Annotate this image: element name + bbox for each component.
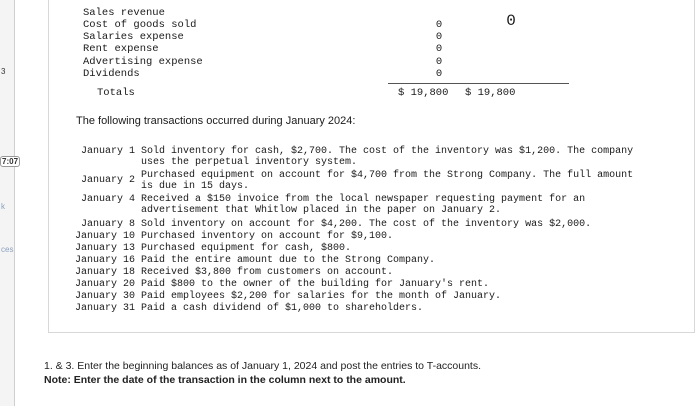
account-label: Advertising expense <box>83 56 203 68</box>
debit-value: 0 <box>435 31 443 43</box>
sidebar-mark[interactable]: ces <box>1 245 14 254</box>
sidebar-mark[interactable]: 3 <box>1 67 6 76</box>
account-label: Sales revenue <box>83 7 165 19</box>
transaction-text: Sold inventory on account for $4,200. The cost of the inventory was $2,000. <box>141 219 592 230</box>
totals-credit: $ 19,800 <box>465 87 516 99</box>
transaction-date: January 16 <box>74 255 135 266</box>
transaction-text: Received $3,800 from customers on account. <box>141 267 394 278</box>
tb-row <box>49 31 694 43</box>
left-sidebar <box>0 0 19 406</box>
debit-value: 0 <box>435 56 443 68</box>
transaction-text: Received a $150 invoice from the local newspaper requesting payment for an advertisement that Whitlow placed in the paper on January 2. <box>141 194 586 216</box>
transaction-date: January 10 <box>74 231 135 242</box>
tb-row <box>49 56 694 68</box>
tb-row <box>49 19 694 31</box>
debit-value: 0 <box>435 68 443 80</box>
transaction-text: Paid the entire amount due to the Strong Company. <box>141 255 436 266</box>
transaction-date: January 31 <box>74 303 135 314</box>
transaction-text: Purchased equipment on account for $4,700 from the Strong Company. The full amount is due in 15 days. <box>141 170 634 192</box>
account-label: Cost of goods sold <box>83 19 197 31</box>
instruction-note: Note: Enter the date of the transaction in the column next to the amount. <box>44 374 406 386</box>
transaction-text: Sold inventory for cash, $2,700. The cost of the inventory was $1,200. The company uses the perpetual inventory system. <box>141 146 634 168</box>
transaction-text: Purchased equipment for cash, $800. <box>141 243 352 254</box>
account-label: Rent expense <box>83 43 159 55</box>
problem-panel <box>48 0 695 333</box>
intro-text: The following transactions occurred during January 2024: <box>76 115 356 127</box>
transaction-date: January 13 <box>74 243 135 254</box>
debit-value: 0 <box>435 19 443 31</box>
question-text: 1. & 3. Enter the beginning balances as of January 1, 2024 and post the entries to T-accounts. <box>44 360 482 372</box>
transaction-text: Paid $800 to the owner of the building for January's rent. <box>141 279 490 290</box>
transaction-date: January 20 <box>74 279 135 290</box>
tb-row <box>49 7 694 19</box>
transaction-date: January 8 <box>80 219 135 230</box>
debit-value: 0 <box>435 43 443 55</box>
credit-value: 0 <box>506 12 516 30</box>
transaction-date: January 2 <box>80 175 135 186</box>
tb-row <box>49 43 694 55</box>
totals-debit: $ 19,800 <box>398 87 449 99</box>
totals-divider <box>388 83 569 84</box>
transaction-date: January 4 <box>80 194 135 205</box>
timer-badge: 7:07 <box>2 157 19 166</box>
transaction-date: January 18 <box>74 267 135 278</box>
tb-row <box>49 68 694 80</box>
sidebar-mark[interactable]: k <box>1 202 5 211</box>
transaction-text: Purchased inventory on account for $9,100. <box>141 231 394 242</box>
transaction-date: January 1 <box>80 146 135 157</box>
account-label: Salaries expense <box>83 31 184 43</box>
totals-label: Totals <box>97 87 135 99</box>
transaction-text: Paid employees $2,200 for salaries for the month of January. <box>141 291 502 302</box>
transaction-text: Paid a cash dividend of $1,000 to shareholders. <box>141 303 424 314</box>
account-label: Dividends <box>83 68 140 80</box>
transaction-date: January 30 <box>74 291 135 302</box>
